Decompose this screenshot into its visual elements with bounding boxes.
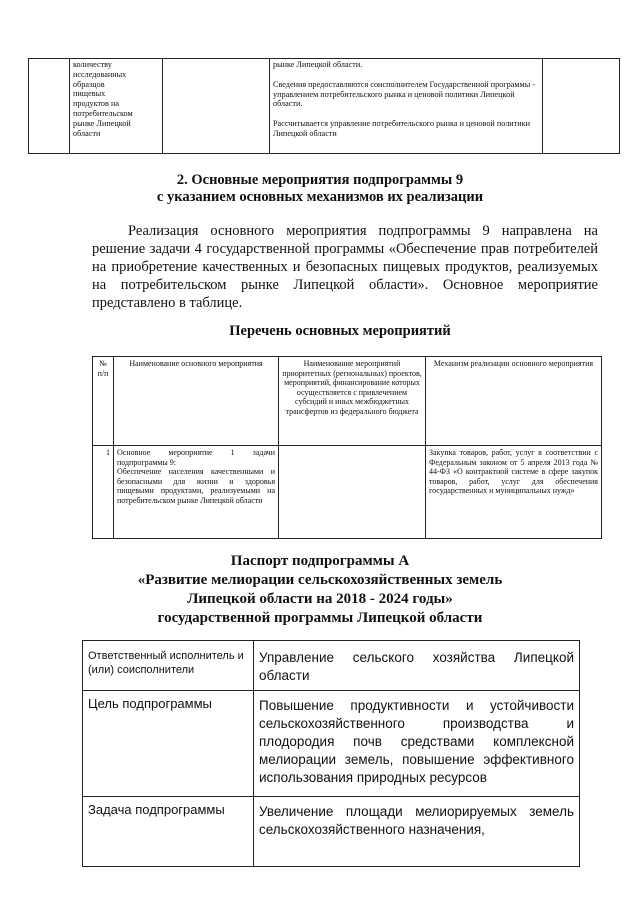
source-text-3: Рассчитывается управление потребительского рынка и ценовой политики Липецкой области [273,119,530,138]
row-mechanism: Закупка товаров, работ, услуг в соответствии с Федеральным законом от 5 апреля 2013 года № 44-ФЗ «О контрактной системе в сфере закупок товаров, работ, услуг для обеспечения государственных и муниципальных нужд» [426,446,602,539]
empty-cell [163,59,270,154]
row-label: Задача подпрограммы [83,797,254,867]
passport-table [82,640,580,867]
header-mechanism: Механизм реализации основного мероприятия [426,357,602,446]
cell-line: области [73,128,101,138]
row-name-line-1: Основное мероприятие 1 задачи подпрограммы 9: [117,448,275,467]
header-name: Наименование основного мероприятия [114,357,279,446]
passport-title-line-2: «Развитие мелиорации сельскохозяйственных земель [137,572,503,588]
section-paragraph-text: Реализация основного мероприятия подпрограммы 9 направлена на решение задачи 4 государственной программы «Обеспечение прав потребителей на приобретение качественных и безопасных пищевых продуктов, реализуемых на потребительском рынке Липецкой области». Основное мероприятие представлено в таблице. [92,223,598,311]
cell-line: образцов [73,79,105,89]
cell-line: рынке Липецкой [73,118,131,128]
passport-title [0,552,640,628]
list-title: Перечень основных мероприятий [229,323,451,339]
header-priority: Наименование мероприятий приоритетных (региональных) проектов, мероприятий, финансирование которых осуществляется с привлечением субсидий и иных межбюджетных трансфертов из федерального бюджета [279,357,426,446]
row-name-line-2: Обеспечение населения качественными и безопасными для жизни и здоровья пищевыми продуктами, реализуемыми на потребительском рынке Липецкой области [117,467,275,505]
table-row [29,59,620,154]
table-row [93,446,602,539]
row-value: Повышение продуктивности и устойчивости сельскохозяйственного производства и плодородия почв средствами комплексной мелиорации земель, повышение эффективного использования природных ресурсов [254,691,580,797]
cell-line: потребительском [73,108,133,118]
empty-cell [543,59,620,154]
empty-cell [29,59,70,154]
indicator-method-cell [70,59,163,154]
source-text-2: Сведения предоставляются соисполнителем Государственной программы - управлением потребительского рынка и ценовой политики Липецкой области. [273,79,536,109]
section-title [0,172,640,206]
activities-table [92,356,602,539]
source-text-1: рынке Липецкой области. [273,60,363,69]
top-continuation-table [28,58,620,154]
passport-title-line-4: государственной программы Липецкой области [157,610,483,626]
row-value: Увеличение площади мелиорируемых земель сельскохозяйственного назначения, [254,797,580,867]
section-paragraph [92,222,598,312]
cell-line: исследованных [73,69,127,79]
source-description-cell [270,59,543,154]
row-priority [279,446,426,539]
row-name [114,446,279,539]
cell-line: продуктов на [73,99,119,109]
cell-line: пищевых [73,89,106,99]
table-row [83,641,580,691]
passport-title-line-3: Липецкой области на 2018 - 2024 годы» [187,591,453,607]
passport-title-line-1: Паспорт подпрограммы А [230,553,410,569]
cell-line: количеству [73,60,112,69]
row-label: Цель подпрограммы [83,691,254,797]
table-header-row [93,357,602,446]
section-title-line-1: 2. Основные мероприятия подпрограммы 9 [176,172,464,188]
row-value: Управление сельского хозяйства Липецкой области [254,641,580,691]
header-num: № п/п [93,357,114,446]
section-title-line-2: с указанием основных механизмов их реализации [156,189,484,205]
row-num: 1 [93,446,114,539]
table-row [83,797,580,867]
row-label: Ответственный исполнитель и (или) соисполнители [83,641,254,691]
table-row [83,691,580,797]
